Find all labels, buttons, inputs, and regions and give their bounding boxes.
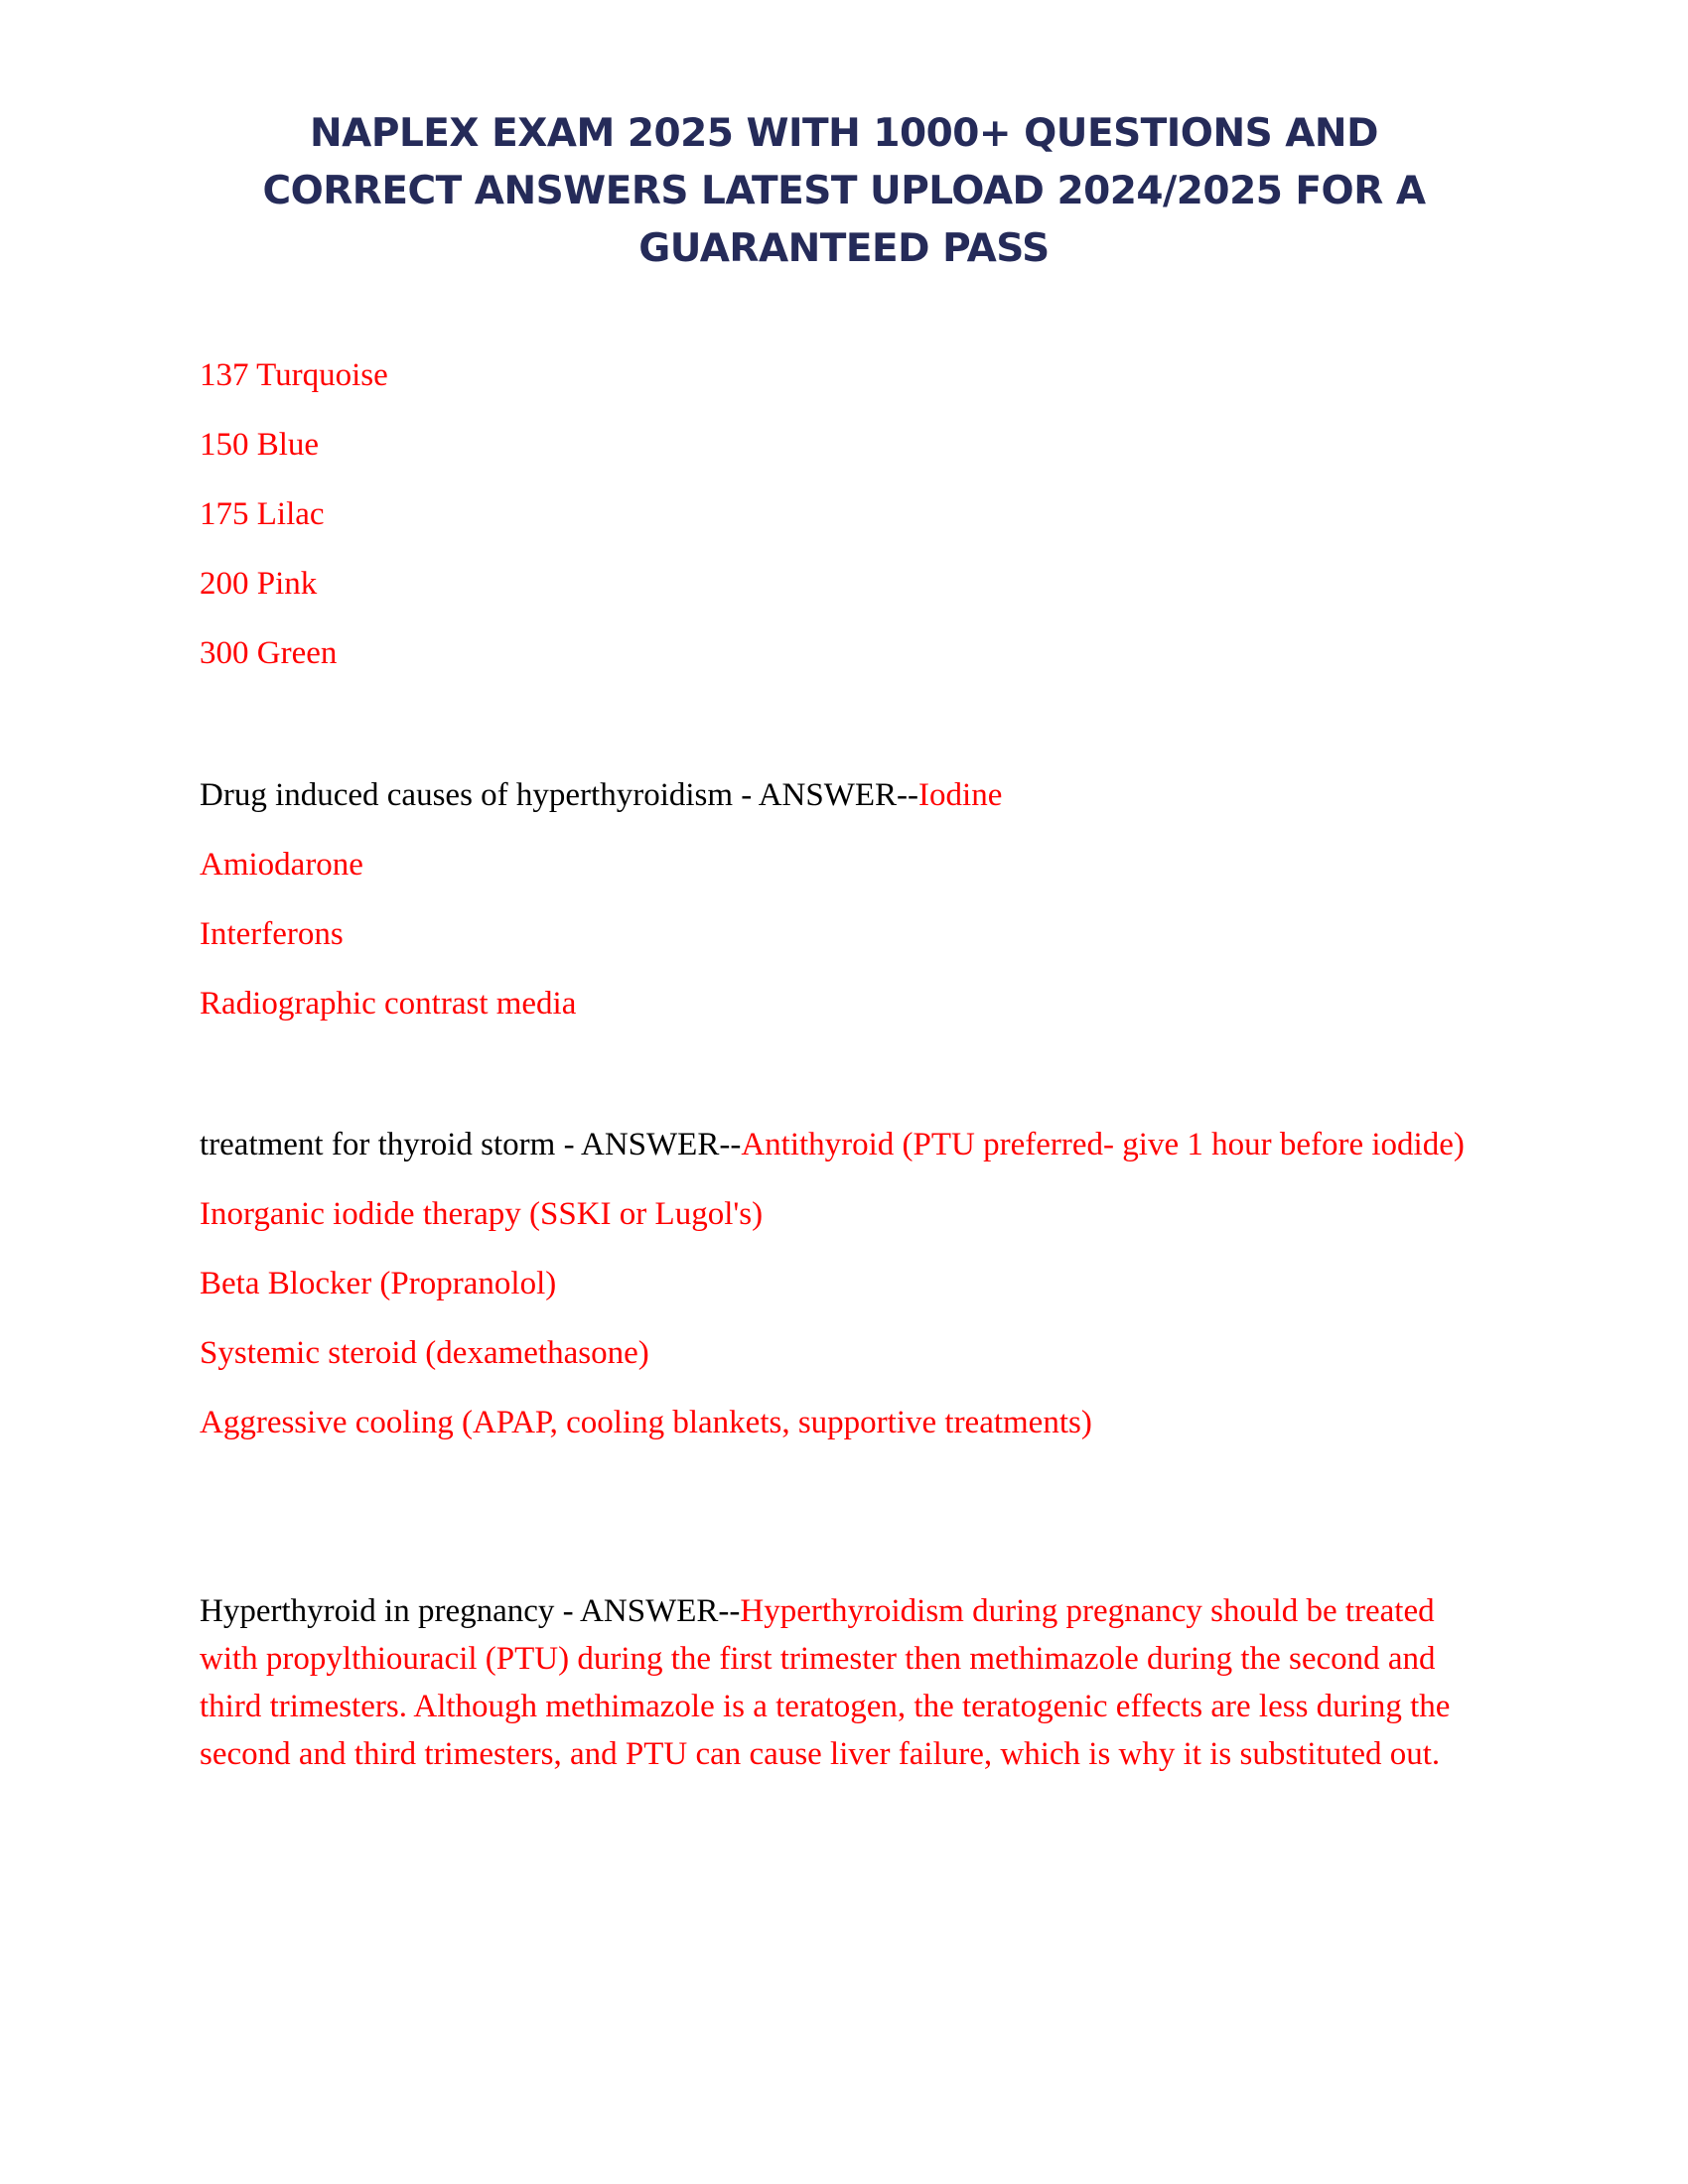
- qa-item-drug-induced-hyperthyroidism: [200, 771, 1490, 1027]
- answer-line: Inorganic iodide therapy (SSKI or Lugol's): [200, 1196, 764, 1232]
- answer-text: Antithyroid (PTU preferred- give 1 hour before iodide): [741, 1127, 1465, 1162]
- color-list: [200, 351, 1490, 677]
- color-list-item: 200 Pink: [200, 566, 318, 602]
- answer-text: Hyperthyroidism during pregnancy should be treated with propylthiouracil (PTU) during the first trimester then methimazole during the second and third trimesters. Although methimazole is a teratogen, the teratogenic effects are less during the second and third trimesters, and PTU can cause liver failure, which is why it is substituted out.: [200, 1593, 1451, 1772]
- color-list-item: 300 Green: [200, 635, 338, 671]
- qa-item-hyperthyroid-pregnancy: [200, 1587, 1480, 1778]
- color-list-item: 175 Lilac: [200, 496, 325, 532]
- title-line-1: NAPLEX EXAM 2025 WITH 1000+ QUESTIONS AND: [310, 111, 1378, 156]
- color-list-item: 137 Turquoise: [200, 357, 388, 393]
- document-title: [199, 105, 1489, 278]
- answer-line: Systemic steroid (dexamethasone): [200, 1335, 649, 1371]
- qa-item-thyroid-storm: [200, 1121, 1490, 1446]
- question-text: Drug induced causes of hyperthyroidism - ANSWER--: [200, 777, 919, 813]
- color-list-item: 150 Blue: [200, 427, 320, 463]
- question-text: treatment for thyroid storm - ANSWER--: [200, 1127, 742, 1162]
- answer-line: Interferons: [200, 916, 344, 952]
- answer-line: Beta Blocker (Propranolol): [200, 1266, 557, 1301]
- question-text: Hyperthyroid in pregnancy - ANSWER--: [200, 1593, 741, 1629]
- title-line-2: CORRECT ANSWERS LATEST UPLOAD 2024/2025 FOR A: [262, 169, 1426, 213]
- answer-line: Aggressive cooling (APAP, cooling blankets, supportive treatments): [200, 1405, 1092, 1440]
- answer-line: Radiographic contrast media: [200, 986, 577, 1022]
- answer-line: Amiodarone: [200, 847, 363, 883]
- answer-text: Iodine: [918, 777, 1003, 813]
- title-line-3: GUARANTEED PASS: [638, 226, 1050, 271]
